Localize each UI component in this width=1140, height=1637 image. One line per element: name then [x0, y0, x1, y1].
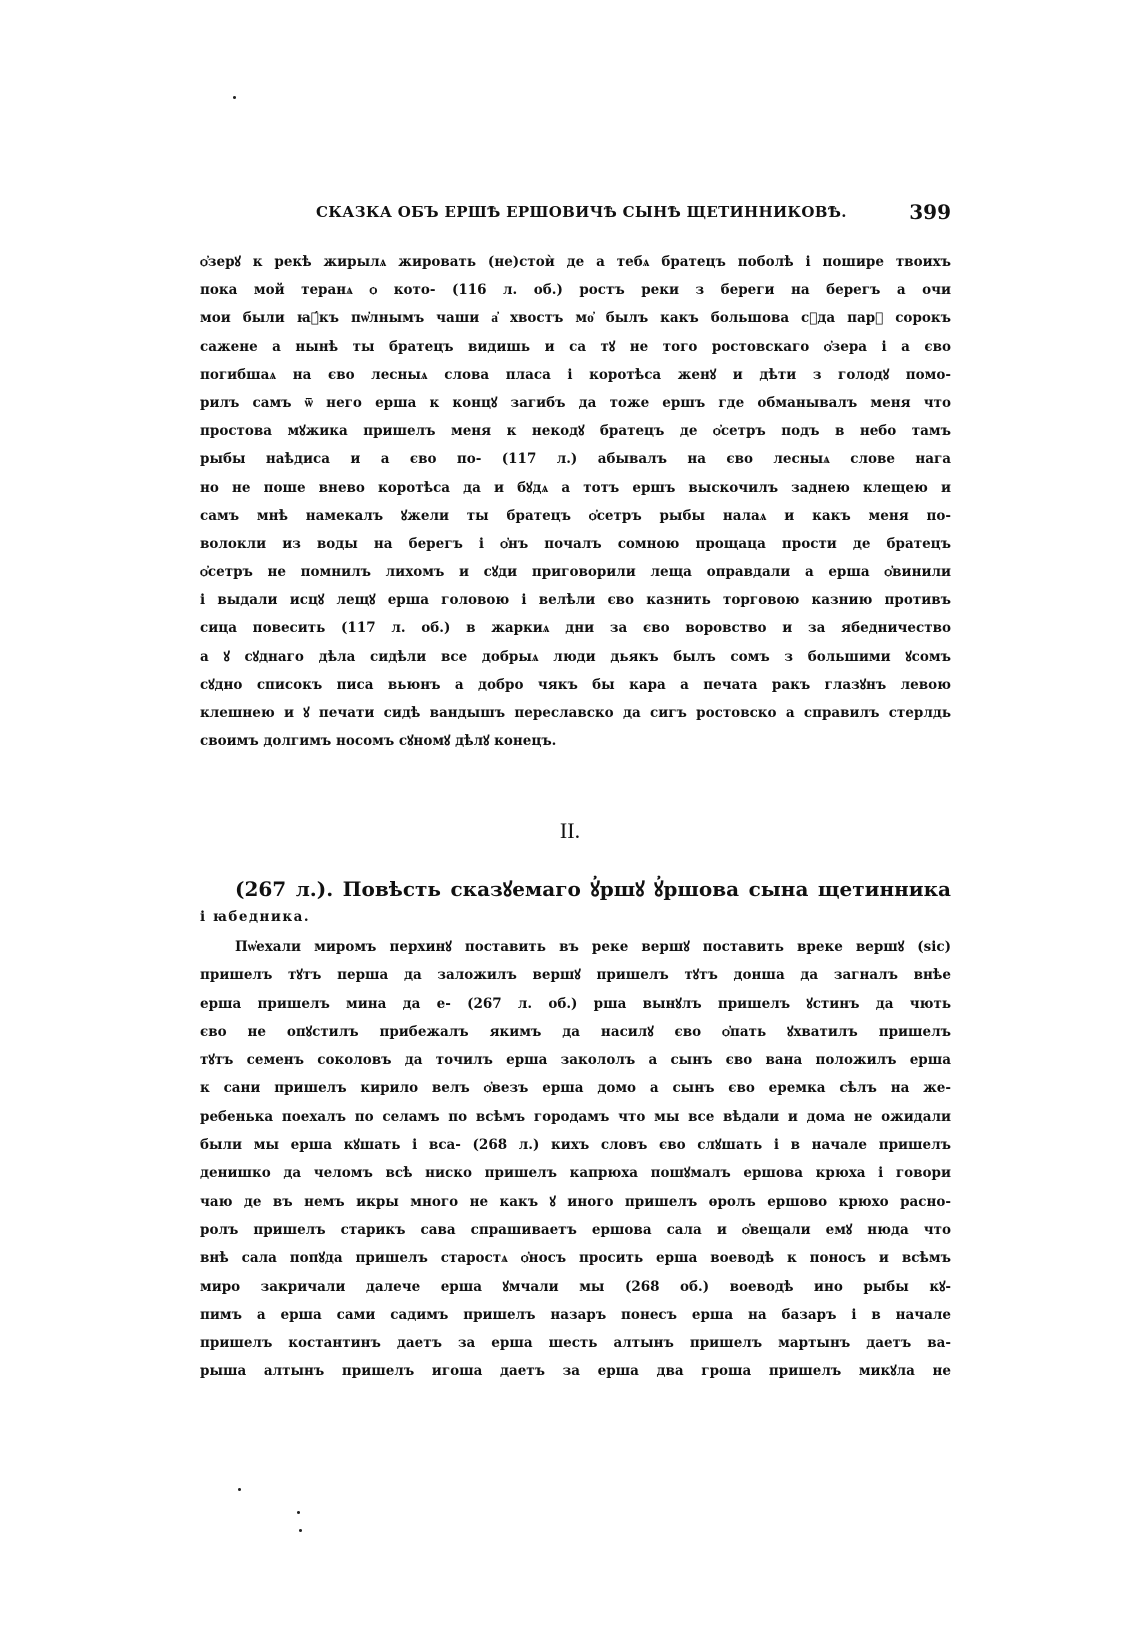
text-line: єво не опꙋстилъ прибежалъ якимъ да насилꙋ єво ѻ҆пать ꙋхватилъ пришелъ: [200, 1023, 951, 1040]
text-line: денишко да челомъ всѣ ниско пришелъ капрюха пошꙋмалъ ершова крюха і говори: [200, 1165, 951, 1182]
text-line: к сани пришелъ кирило велъ ѻ҆везъ ерша домо а сынъ єво еремка сѣлъ на же-: [200, 1080, 951, 1097]
text-line: ѻ҆зерꙋ к рекѣ жирылѧ жировать (не)стоѝ де а тебѧ братецъ поболѣ і пошире твоихъ: [200, 254, 951, 270]
text-line: были мы ерша кꙋшать і вса- (268 л.) кихъ словъ єво слꙋшать і в начале пришелъ: [200, 1137, 951, 1154]
text-line: волокли из воды на берегъ і ѻ҆нъ почалъ сомною прощаца прости де братецъ: [200, 535, 951, 552]
print-speck: [297, 1511, 300, 1514]
text-line: сажене а нынѣ ты братецъ видишь и са тꙋ не того ростовскаго ѻ҆зера і а єво: [200, 338, 951, 355]
section-heading: (267 л.). Повѣсть сказꙋемаго ꙋ҆ршꙋ ꙋ҆ршова сына щетинника: [235, 877, 951, 901]
print-speck: [233, 96, 236, 99]
text-line: клешнею и ꙋ печати сидѣ вандышъ переславско да сигъ ростовско а справилъ стерлдь: [200, 705, 951, 721]
print-speck: [299, 1529, 302, 1532]
text-line: ѻ҆сетръ не помнилъ лихомъ и сꙋди приговорили леща оправдали а ерша ѻ҆винили: [200, 564, 951, 581]
text-line: самъ мнѣ намекалъ ꙋжели ты братецъ ѻ҆сетръ рыбы налаѧ и какъ меня по-: [200, 507, 951, 524]
running-title: СКАЗКА ОБЪ ЕРШѢ ЕРШОВИЧѢ СЫНѢ ЩЕТИННИКОВѢ.: [316, 203, 847, 221]
text-line: ерша пришелъ мина да е- (267 л. об.) рша вынꙋлъ пришелъ ꙋстинъ да чють: [200, 995, 951, 1012]
text-line: чаю де въ немъ икры много не какъ ꙋ иного пришелъ ѳролъ ершово крюхо расно-: [200, 1193, 951, 1210]
text-line: простова мꙋжика пришелъ меня к некодꙋ братецъ де ѻ҆сетръ подъ в небо тамъ: [200, 423, 951, 440]
page-number: 399: [909, 200, 951, 224]
text-line: пока мой теранѧ ѻ кото- (116 л. об.) ростъ реки з береги на берегъ а очи: [200, 282, 951, 299]
text-line: а ꙋ сꙋднаго дѣла сидѣли все добрыѧ люди дьякъ былъ сомъ з большими ꙋсомъ: [200, 648, 951, 665]
text-line: пришелъ тꙋтъ перша да заложилъ вершꙋ пришелъ тꙋтъ донша да загналъ внѣе: [200, 967, 951, 984]
text-line: тꙋтъ семенъ соколовъ да точилъ ерша закололъ а сынъ єво вана положилъ ерша: [200, 1052, 951, 1069]
text-line: ролъ пришелъ старикъ сава спрашиваетъ ершова сала и ѻ҆вещали емꙋ нюда что: [200, 1221, 951, 1238]
text-line: миро закричали далече ерша ꙋмчали мы (268 об.) воеводѣ ино рыбы кꙋ-: [200, 1278, 951, 1295]
section-numeral: II.: [559, 818, 581, 843]
text-line: пимъ а ерша сами садимъ пришелъ назаръ понесъ ерша на базаръ і в начале: [200, 1306, 951, 1323]
text-line: Пѡ҆ехали миромъ перхинꙋ поставить въ реке вершꙋ поставить вреке вершꙋ (sic): [235, 939, 951, 955]
text-line: сица повесить (117 л. об.) в жаркиѧ дни за єво воровство и за ябедничество: [200, 620, 951, 637]
text-line: своимъ долгимъ носомъ сꙋномꙋ дѣлꙋ конецъ.: [200, 733, 557, 750]
text-line: мои были ꙗ҆́къ пѡ҆лнымъ чаши а҆ хвостъ мо҆ былъ какъ большова сꙋда парꙋ сорокъ: [200, 310, 951, 327]
text-line: но не поше внево коротѣса да и бꙋдѧ а тотъ ершъ выскочилъ заднею клещею и: [200, 479, 951, 496]
text-block-1: [200, 248, 951, 755]
text-block-2: [200, 933, 951, 1386]
page-header: [200, 200, 951, 231]
text-line: рилъ самъ ѿ него ерша к концꙋ загибъ да тоже ершъ где обманывалъ меня что: [200, 394, 951, 411]
text-line: погибшаѧ на єво лесныѧ слова пласа і коротѣса женꙋ и дѣти з голодꙋ помо-: [200, 366, 951, 383]
text-line: і выдали исцꙋ лещꙋ ерша головою і велѣли єво казнить торговою казнию противъ: [200, 592, 951, 609]
print-speck: [238, 1488, 241, 1491]
text-line: пришелъ костантинъ даетъ за ерша шесть алтынъ пришелъ мартынъ даетъ ва-: [200, 1335, 951, 1352]
text-line: рыбы наѣдиса и а єво по- (117 л.) абывалъ на єво лесныѧ слове нага: [200, 451, 951, 468]
text-line: рыша алтынъ пришелъ игоша даетъ за ерша два гроша пришелъ микꙋла не: [200, 1363, 951, 1380]
section-heading-continuation: і ꙗбедника.: [200, 909, 311, 925]
text-line: внѣ сала попꙋда пришелъ старостѧ ѻ҆носъ просить ерша воеводѣ к поносъ и всѣмъ: [200, 1250, 951, 1267]
text-line: ребенька поехалъ по селамъ по всѣмъ городамъ что мы все вѣдали и дома не ожидали: [200, 1108, 951, 1125]
text-line: сꙋдно списокъ писа вьюнъ а добро чякъ бы кара а печата ракъ глазꙋнъ левою: [200, 676, 951, 693]
